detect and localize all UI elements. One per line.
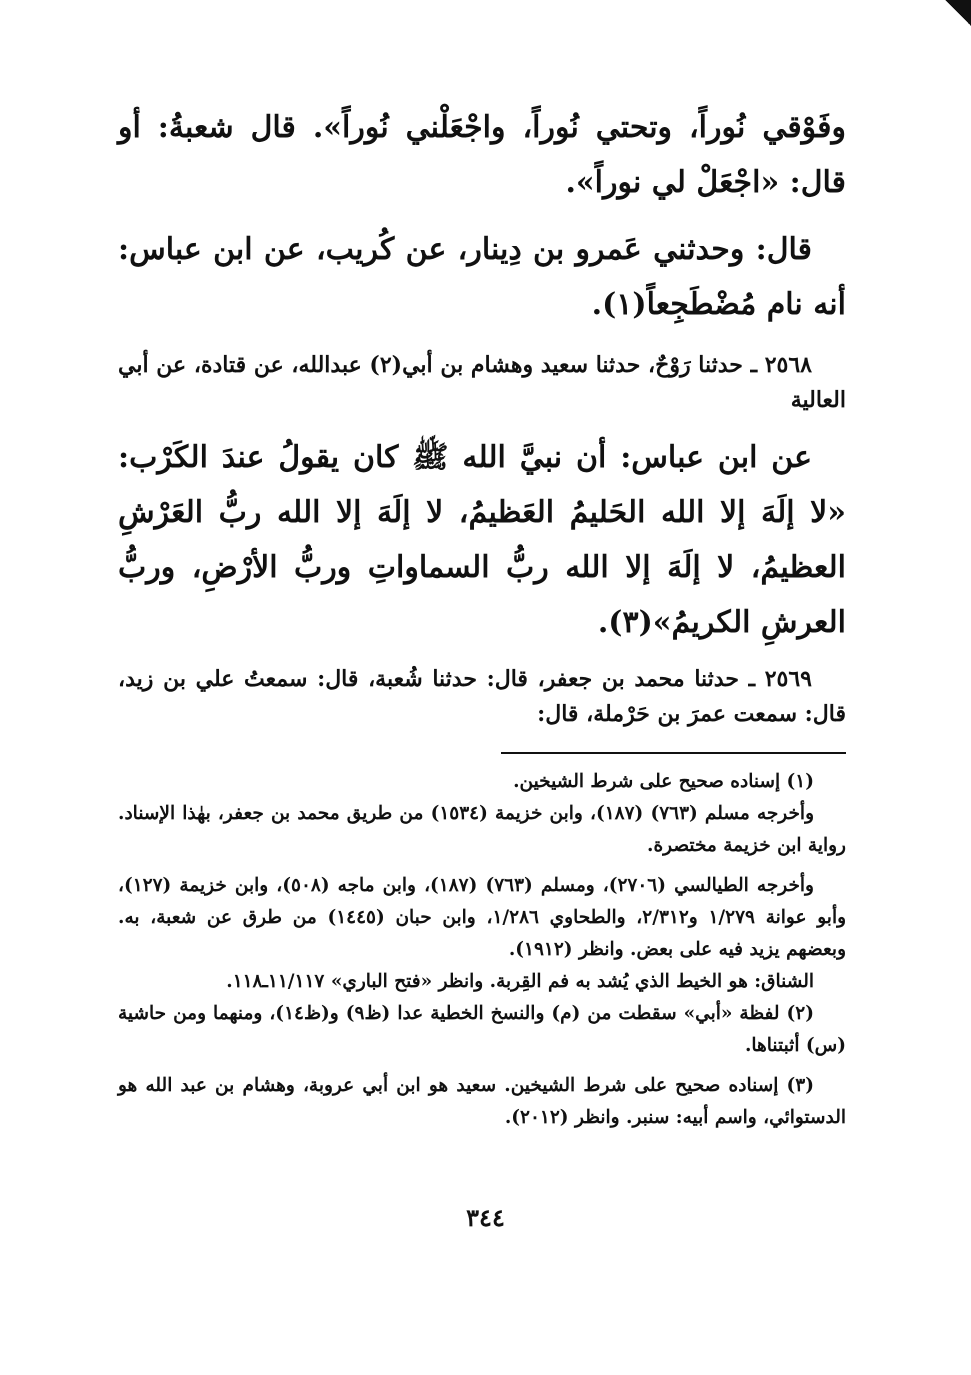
- footnote-1-line: (١) إسناده صحيح على شرط الشيخين.: [513, 771, 814, 792]
- page-number: ٣٤٤: [466, 1203, 505, 1232]
- main-paragraph-2: قال: وحدثني عَمرو بن دِينار، عن كُريب، عن ابن عباس: أنه نام مُضْطَجِعاً(١).: [118, 232, 846, 322]
- footnotes: [118, 766, 846, 1134]
- footnote-1-more-sources: وأخرجه الطيالسي (٢٧٠٦)، ومسلم (٧٦٣) (١٨٧)، وابن ماجه (٥٠٨)، وابن خزيمة (١٢٧)، وأبو عوانة ١/٢٧٩ و٢/٣١٢، والطحاوي ١/٢٨٦، وابن حبان (١٤٤٥) من طرق عن شعبة، به. وبعضهم يزيد فيه على بعض. وانظر (١٩١٢).: [118, 875, 847, 960]
- main-text: [118, 100, 846, 732]
- book-page: [118, 100, 846, 1134]
- footnote-1-gloss: الشناق: هو الخيط الذي يُشد به فم القِربة. وانظر «فتح الباري» ١١/١١٧ـ١١٨.: [226, 971, 814, 992]
- footnote-1-sources: وأخرجه مسلم (٧٦٣) (١٨٧)، وابن خزيمة (١٥٣٤) من طريق محمد بن جعفر، بهٰذا الإسناد. رواية ابن خزيمة مختصرة.: [118, 803, 846, 856]
- footnote-2: (٢) لفظة «أبي» سقطت من (م) والنسخ الخطية عدا (ظ٩) و(ظ١٤)، ومنهما ومن حاشية (س) أثبتناها.: [118, 1003, 846, 1056]
- hadith-2569-chain: ٢٥٦٩ ـ حدثنا محمد بن جعفر، قال: حدثنا شُعبة، قال: سمعتُ علي بن زيد، قال: سمعت عمرَ بن حَرْملة، قال:: [118, 666, 846, 727]
- page-corner-mark: [945, 0, 971, 26]
- footnote-divider: [501, 752, 846, 754]
- hadith-2568-text: عن ابن عباس: أن نبيَّ الله ﷺ كان يقولُ عندَ الكَرْب: «لا إلَهَ إلا الله الحَليمُ العَظيمُ، لا إلَهَ إلا الله ربُّ العَرْشِ العظيمُ، لا إلَهَ إلا الله ربُّ السماواتِ وربُّ الأرْضِ، وربُّ العرشِ الكريمُ»(٣).: [118, 440, 846, 640]
- main-paragraph-1: وفَوْقي نُوراً، وتحتي نُوراً، واجْعَلْني نُوراً». قال شعبةُ: أو قال: «اجْعَلْ لي نوراً».: [118, 110, 846, 200]
- footnote-3: (٣) إسناده صحيح على شرط الشيخين. سعيد هو ابن أبي عروبة، وهشام بن عبد الله هو الدستوائي، واسم أبيه: سنبر. وانظر (٢٠١٢).: [118, 1075, 846, 1128]
- hadith-2568-chain: ٢٥٦٨ ـ حدثنا رَوْحٌ، حدثنا سعيد وهشام بن أبي(٢) عبدالله، عن قتادة، عن أبي العالية: [118, 352, 846, 413]
